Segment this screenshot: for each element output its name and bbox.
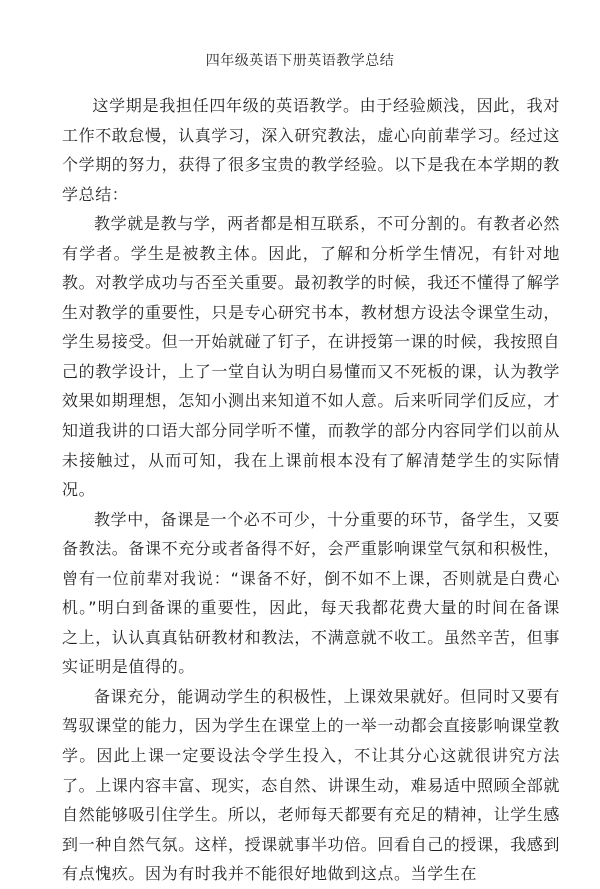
document-title: 四年级英语下册英语教学总结 xyxy=(205,53,395,69)
document-body xyxy=(62,91,560,889)
paragraph-lesson-preparation: 教学中，备课是一个必不可少，十分重要的环节，备学生，又要备教法。备课不充分或者备得不好，会严重影响课堂气氛和积极性，曾有一位前辈对我说：“课备不好，倒不如不上课，否则就是白费心机。”明白到备课的重要性，因此，每天我都花费大量的时间在备课之上，认认真真钻研教材和教法，不满意就不收工。虽然辛苦，但事实证明是值得的。 xyxy=(62,509,561,677)
paragraph-teaching-and-learning: 教学就是教与学，两者都是相互联系，不可分割的。有教者必然有学者。学生是被教主体。因此，了解和分析学生情况，有针对地教。对教学成功与否至关重要。最初教学的时候，我还不懂得了解学生对教学的重要性，只是专心研究书本，教材想方设法令课堂生动，学生易接受。但一开始就碰了钉子，在讲授第一课的时候，我按照自己的教学设计，上了一堂自认为明白易懂而又不死板的课，认为教学效果如期理想，怎知小测出来知道不如人意。后来听同学们反应，才知道我讲的口语大部分同学听不懂，而教学的部分内容同学们以前从未接触过，从而可知，我在上课前根本没有了解清楚学生的实际情况。 xyxy=(62,214,561,500)
paragraph-classroom-control: 备课充分，能调动学生的积极性，上课效果就好。但同时又要有驾驭课堂的能力，因为学生在课堂上的一举一动都会直接影响课堂教学。因此上课一定要设法令学生投入，不让其分心这就很讲究方法了。上课内容丰富、现实，态自然、讲课生动，难易适中照顾全部就自然能够吸引住学生。所以，老师每天都要有充足的精神，让学生感到一种自然气氛。这样，授课就事半功倍。回看自己的授课，我感到有点愧疚。因为有时我并不能很好地做到这点。当学生在 xyxy=(62,686,561,884)
paragraph-intro: 这学期是我担任四年级的英语教学。由于经验颇浅，因此，我对工作不敢怠慢，认真学习，深入研究教法，虚心向前辈学习。经过这个学期的努力，获得了很多宝贵的教学经验。以下是我在本学期的教学总结： xyxy=(62,96,561,204)
